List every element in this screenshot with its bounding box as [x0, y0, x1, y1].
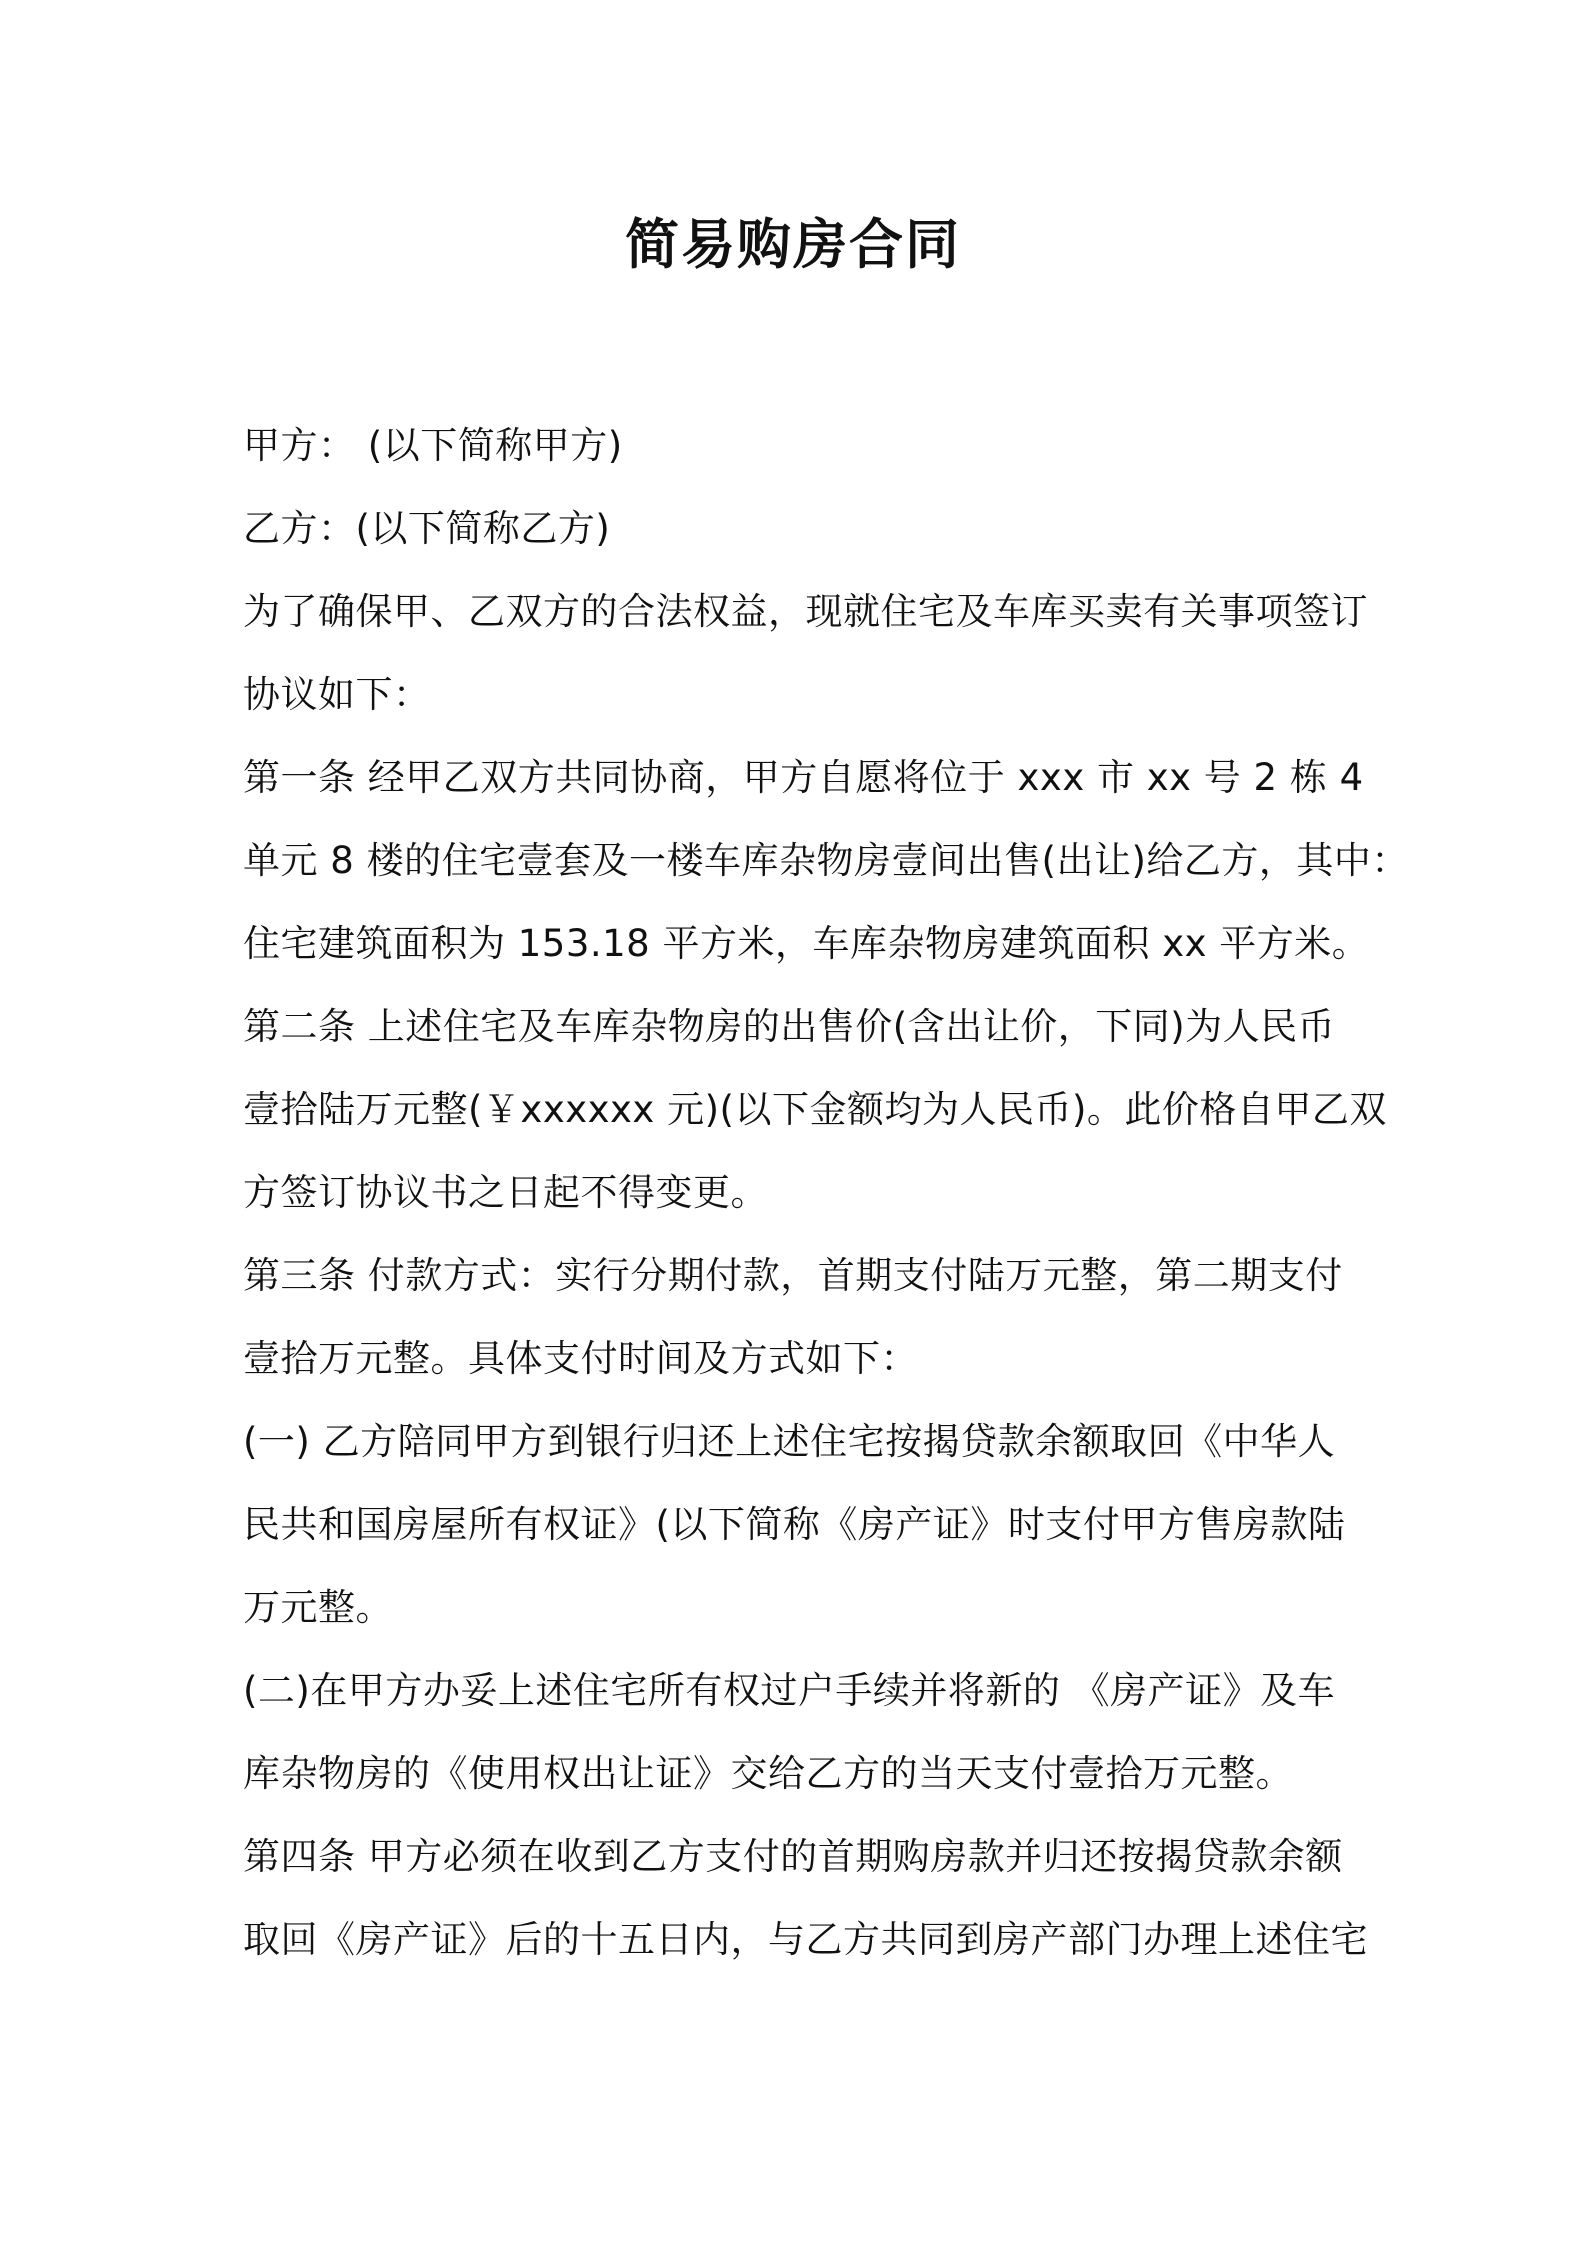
text-line: (一) 乙方陪同甲方到银行归还上述住宅按揭贷款余额取回《中华人	[243, 1420, 1336, 1463]
text-line: 第三条 付款方式：实行分期付款，首期支付陆万元整，第二期支付	[243, 1254, 1343, 1297]
text-line: 库杂物房的《使用权出让证》交给乙方的当天支付壹拾万元整。	[243, 1752, 1293, 1795]
text-line: 第一条 经甲乙双方共同协商，甲方自愿将位于 xxx 市 xx 号 2 栋 4	[243, 756, 1364, 799]
text-line: 协议如下：	[243, 673, 431, 716]
text-line: 住宅建筑面积为 153.18 平方米，车库杂物房建筑面积 xx 平方米。	[243, 922, 1370, 965]
document-title: 简易购房合同	[625, 213, 961, 276]
text-line: 万元整。	[243, 1586, 393, 1629]
text-line: 壹拾陆万元整(￥xxxxxx 元)(以下金额均为人民币)。此价格自甲乙双	[243, 1088, 1387, 1131]
text-line: 方签订协议书之日起不得变更。	[243, 1171, 768, 1214]
text-line: 取回《房产证》后的十五日内，与乙方共同到房产部门办理上述住宅	[243, 1918, 1368, 1961]
text-line: 壹拾万元整。具体支付时间及方式如下：	[243, 1337, 918, 1380]
text-line: 甲方： (以下简称甲方)	[243, 424, 623, 467]
text-line: 为了确保甲、乙双方的合法权益，现就住宅及车库买卖有关事项签订	[243, 590, 1368, 633]
text-line: 第四条 甲方必须在收到乙方支付的首期购房款并归还按揭贷款余额	[243, 1835, 1343, 1878]
text-line: 民共和国房屋所有权证》(以下简称《房产证》时支付甲方售房款陆	[243, 1503, 1346, 1546]
text-line: 单元 8 楼的住宅壹套及一楼车库杂物房壹间出售(出让)给乙方，其中：	[243, 839, 1409, 882]
contract-body	[243, 404, 1409, 1981]
text-line: (二)在甲方办妥上述住宅所有权过户手续并将新的 《房产证》及车	[243, 1669, 1336, 1712]
text-line: 第二条 上述住宅及车库杂物房的出售价(含出让价，下同)为人民币	[243, 1005, 1336, 1048]
text-line: 乙方：(以下简称乙方)	[243, 507, 611, 550]
